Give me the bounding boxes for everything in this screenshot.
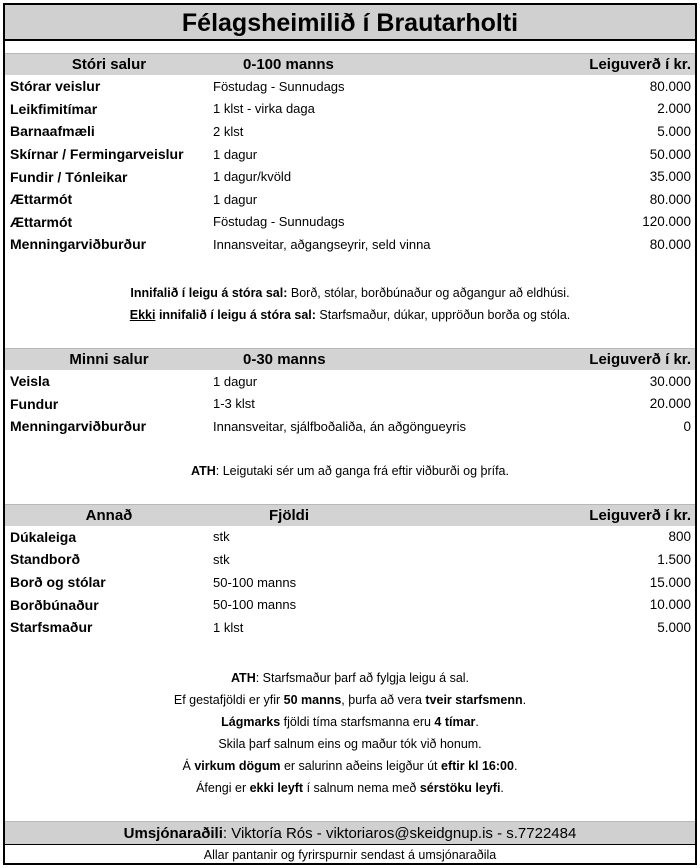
- table-row: [5, 211, 695, 234]
- row-price: 50.000: [649, 146, 691, 162]
- table-row: [5, 233, 695, 256]
- table-row: [5, 526, 695, 549]
- row-desc: 1 dagur/kvöld: [213, 169, 292, 185]
- table-row: [5, 571, 695, 594]
- section-col-capacity: 0-100 manns: [243, 56, 334, 73]
- row-name: Dúkaleiga: [10, 528, 77, 545]
- row-desc: Föstudag - Sunnudags: [213, 214, 345, 230]
- row-name: Fundur: [10, 395, 59, 412]
- section-col-capacity: 0-30 manns: [243, 350, 326, 368]
- section-col-price: Leiguverð í kr.: [589, 350, 691, 368]
- row-desc: stk: [213, 529, 230, 545]
- section-col-name: Stóri salur: [71, 56, 147, 73]
- row-price: 15.000: [649, 574, 691, 590]
- note-return-hall: Skila þarf salnum eins og maður tók við honum.: [218, 736, 482, 751]
- row-price: 5.000: [657, 123, 691, 139]
- row-desc: stk: [213, 551, 230, 567]
- annad-table: [5, 526, 695, 639]
- section-col-price: Leiguverð í kr.: [589, 506, 691, 524]
- row-name: Skírnar / Fermingarveislur: [10, 146, 184, 163]
- table-row: [5, 165, 695, 188]
- staff-notes: [5, 667, 695, 799]
- row-name: Leikfimitímar: [10, 100, 98, 117]
- row-name: Fundir / Tónleikar: [10, 168, 128, 185]
- table-row: [5, 548, 695, 571]
- row-price: 0: [683, 418, 691, 434]
- row-desc: 50-100 manns: [213, 597, 297, 613]
- row-name: Menningarviðburður: [10, 418, 147, 435]
- row-name: Veisla: [10, 373, 50, 390]
- row-price: 5.000: [657, 619, 691, 635]
- row-desc: Föstudag - Sunnudags: [213, 78, 345, 94]
- cleanup-note: ATH: Leigutaki sér um að ganga frá eftir viðburði og þrífa.: [191, 463, 509, 478]
- note-staff-required: ATH: Starfsmaður þarf að fylgja leigu á sal.: [230, 670, 470, 685]
- included-note: Innifalið í leigu á stóra sal: Borð, stólar, borðbúnaður og aðgangur að eldhúsi.: [130, 285, 570, 300]
- row-name: Menningarviðburður: [10, 236, 147, 253]
- row-name: Ættarmót: [10, 213, 73, 230]
- note-two-staff: Ef gestafjöldi er yfir 50 manns, þurfa að vera tveir starfsmenn.: [173, 692, 527, 707]
- section-header-annad: [5, 504, 695, 526]
- row-price: 80.000: [649, 236, 691, 252]
- row-desc: 1 dagur: [213, 373, 258, 389]
- section-header-stori-salur: [5, 53, 695, 75]
- row-desc: 1 klst - virka daga: [213, 101, 315, 117]
- contact-label: Umsjónaraðili: [123, 825, 223, 842]
- table-row: [5, 75, 695, 98]
- table-row: [5, 120, 695, 143]
- price-sheet: [3, 3, 697, 865]
- contact-bar: [5, 821, 695, 845]
- row-name: Starfsmaður: [10, 619, 93, 636]
- row-desc: 1 klst: [213, 619, 244, 635]
- note-minimum-hours: Lágmarks fjöldi tíma starfsmanna eru 4 tímar.: [221, 714, 479, 729]
- row-price: 2.000: [657, 101, 691, 117]
- row-price: 35.000: [649, 169, 691, 185]
- section-header-minni-salur: [5, 348, 695, 370]
- row-price: 30.000: [649, 373, 691, 389]
- row-desc: 1 dagur: [213, 146, 258, 162]
- row-name: Borð og stólar: [10, 574, 106, 591]
- table-row: [5, 188, 695, 211]
- row-desc: 1 dagur: [213, 191, 258, 207]
- section-col-name: Minni salur: [69, 350, 149, 368]
- note-alcohol: Áfengi er ekki leyft í salnum nema með sérstöku leyfi.: [196, 780, 504, 795]
- contact-details: : Viktoría Rós - viktoriaros@skeidgnup.is - s.7722484: [222, 825, 577, 842]
- row-name: Standborð: [10, 551, 80, 568]
- row-name: Borðbúnaður: [10, 596, 99, 613]
- page-title: Félagsheimilið í Brautarholti: [5, 5, 695, 41]
- table-row: [5, 143, 695, 166]
- row-desc: 50-100 manns: [213, 574, 297, 590]
- row-desc: Innansveitar, aðgangseyrir, seld vinna: [213, 236, 431, 252]
- section-col-name: Annað: [85, 506, 133, 524]
- row-price: 800: [668, 529, 691, 545]
- row-price: 80.000: [649, 191, 691, 207]
- section-col-price: Leiguverð í kr.: [589, 56, 691, 73]
- table-row: [5, 593, 695, 616]
- row-price: 10.000: [649, 597, 691, 613]
- row-desc: 1-3 klst: [213, 396, 255, 412]
- table-row: [5, 370, 695, 393]
- row-price: 1.500: [657, 551, 691, 567]
- not-included-note: Ekki innifalið í leigu á stóra sal: Starfsmaður, dúkar, uppröðun borða og stóla.: [129, 307, 571, 322]
- row-desc: Innansveitar, sjálfboðaliða, án aðgöngueyris: [213, 418, 466, 434]
- table-row: [5, 415, 695, 438]
- footer-note: Allar pantanir og fyrirspurnir sendast á umsjónaraðila: [203, 848, 497, 862]
- row-price: 20.000: [649, 396, 691, 412]
- row-name: Stórar veislur: [10, 78, 101, 95]
- row-price: 80.000: [649, 78, 691, 94]
- note-weekday-hours: Á virkum dögum er salurinn aðeins leigður út eftir kl 16:00.: [182, 758, 518, 773]
- minni-salur-table: [5, 370, 695, 438]
- row-name: Ættarmót: [10, 191, 73, 208]
- table-row: [5, 392, 695, 415]
- row-desc: 2 klst: [213, 123, 244, 139]
- section-col-quantity: Fjöldi: [269, 506, 309, 524]
- table-row: [5, 98, 695, 121]
- stori-salur-table: [5, 75, 695, 256]
- row-price: 120.000: [642, 214, 691, 230]
- table-row: [5, 616, 695, 639]
- row-name: Barnaafmæli: [10, 123, 95, 140]
